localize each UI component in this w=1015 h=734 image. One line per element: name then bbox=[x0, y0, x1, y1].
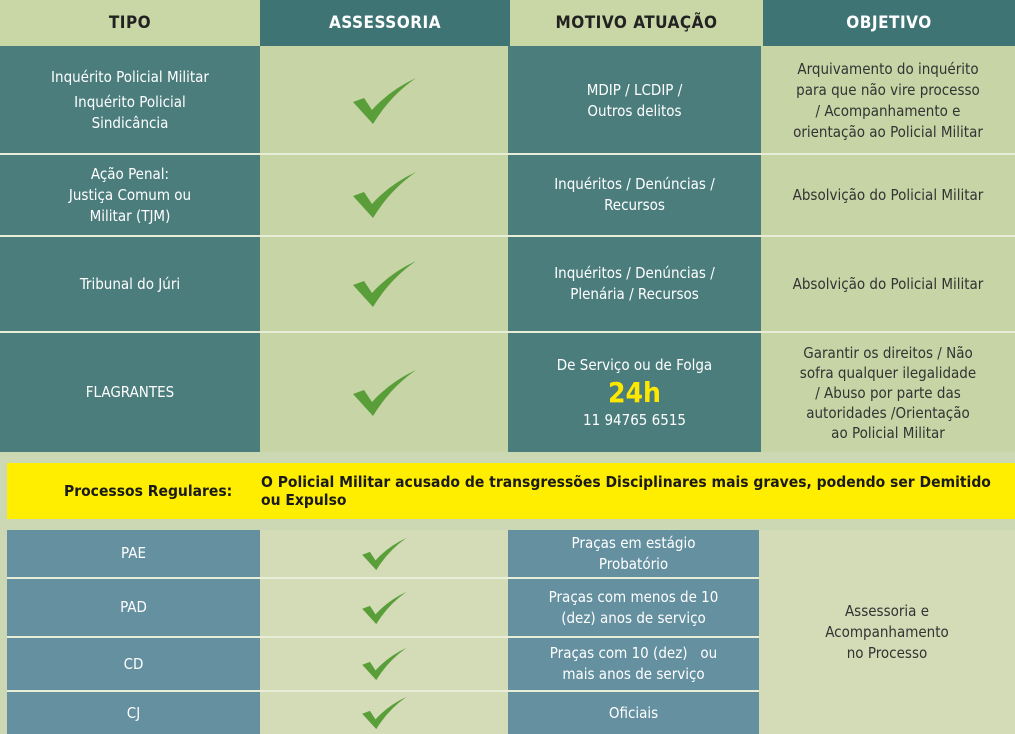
tipo-line: Sindicância bbox=[91, 114, 169, 132]
motivo-line: MDIP / LCDIP / bbox=[586, 80, 683, 99]
regular-motivo bbox=[508, 579, 759, 636]
table-row-motivo bbox=[508, 333, 761, 452]
motivo-line: mais anos de serviço bbox=[562, 665, 705, 683]
table-row-motivo bbox=[508, 155, 761, 235]
objetivo-line: autoridades /Orientação bbox=[806, 403, 970, 422]
motivo-line: Plenária / Recursos bbox=[570, 285, 699, 303]
check-icon bbox=[260, 155, 508, 235]
table-row-objetivo bbox=[761, 333, 1015, 452]
tipo-line: Inquérito Policial bbox=[74, 93, 186, 111]
hours-label: 24h bbox=[608, 375, 661, 409]
objetivo-line: Acompanhamento bbox=[825, 622, 949, 641]
motivo-line: De Serviço ou de Folga bbox=[556, 355, 713, 374]
motivo-line: (dez) anos de serviço bbox=[561, 608, 706, 627]
regular-tipo: CJ bbox=[126, 703, 141, 722]
objetivo-line: Garantir os direitos / Não bbox=[803, 343, 973, 362]
objetivo-line: Arquivamento do inquérito bbox=[797, 59, 979, 78]
regular-tipo: PAD bbox=[120, 598, 147, 616]
table-row-tipo bbox=[0, 48, 260, 153]
check-icon bbox=[260, 579, 508, 636]
motivo-line: Outros delitos bbox=[587, 101, 682, 120]
regular-tipo: PAE bbox=[121, 544, 146, 562]
table-row-objetivo bbox=[761, 48, 1015, 153]
objetivo-line: / Acompanhamento e bbox=[815, 101, 961, 120]
band-label: Processos Regulares: bbox=[64, 482, 233, 500]
header-motivo: MOTIVO ATUAÇÃO bbox=[510, 0, 763, 46]
table-row-tipo bbox=[0, 155, 260, 235]
check-icon bbox=[260, 692, 508, 734]
header-tipo: TIPO bbox=[0, 0, 260, 46]
regular-motivo bbox=[508, 638, 759, 690]
table-row-motivo bbox=[508, 237, 761, 331]
header-objetivo: OBJETIVO bbox=[763, 0, 1015, 46]
motivo-line: Inquéritos / Denúncias / bbox=[554, 175, 715, 193]
motivo-line: Inquéritos / Denúncias / bbox=[554, 264, 715, 282]
objetivo-line: orientação ao Policial Militar bbox=[793, 122, 983, 141]
check-icon bbox=[260, 638, 508, 690]
tipo-line: Ação Penal: bbox=[90, 164, 170, 183]
objetivo-line: ao Policial Militar bbox=[831, 423, 945, 442]
motivo-line: Praças com menos de 10 bbox=[548, 587, 719, 606]
regular-motivo bbox=[508, 692, 759, 734]
table-row-motivo bbox=[508, 48, 761, 153]
tipo-line: Tribunal do Júri bbox=[79, 274, 181, 293]
header-assessoria: ASSESSORIA bbox=[260, 0, 510, 46]
objetivo-line: Absolvição do Policial Militar bbox=[792, 185, 984, 204]
objetivo-line: / Abuso por parte das bbox=[815, 383, 961, 402]
check-icon bbox=[260, 237, 508, 331]
objetivo-line: Absolvição do Policial Militar bbox=[792, 274, 984, 293]
regular-motivo bbox=[508, 530, 759, 577]
objetivo-line: no Processo bbox=[846, 643, 928, 662]
objetivo-line: para que não vire processo bbox=[796, 80, 980, 99]
motivo-line: Recursos bbox=[604, 196, 665, 214]
objetivo-line: sofra qualquer ilegalidade bbox=[799, 363, 977, 382]
tipo-line: Militar (TJM) bbox=[89, 206, 171, 225]
phone-number: 11 94765 6515 bbox=[583, 410, 686, 429]
check-icon bbox=[260, 530, 508, 577]
band-text: O Policial Militar acusado de transgressões Disciplinares mais graves, podendo ser Demitido ou Expulso bbox=[261, 473, 991, 509]
processos-regulares-band bbox=[7, 463, 1015, 519]
motivo-line: Praças com 10 (dez) ou bbox=[549, 644, 718, 662]
table-row-tipo bbox=[0, 237, 260, 331]
tipo-line: FLAGRANTES bbox=[85, 383, 175, 401]
motivo-line: Praças em estágio bbox=[571, 533, 696, 552]
check-icon bbox=[260, 48, 508, 153]
table-row-objetivo bbox=[761, 155, 1015, 235]
tipo-line: Justiça Comum ou bbox=[68, 185, 192, 204]
regular-tipo: CD bbox=[123, 654, 144, 673]
motivo-line: Oficiais bbox=[608, 703, 659, 722]
table-row-objetivo bbox=[761, 237, 1015, 331]
table-row-tipo bbox=[0, 333, 260, 452]
tipo-line: Inquérito Policial Militar bbox=[51, 68, 209, 86]
objetivo-line: Assessoria e bbox=[844, 601, 930, 620]
regular-objetivo bbox=[759, 530, 1015, 734]
motivo-line: Probatório bbox=[598, 554, 669, 573]
check-icon bbox=[260, 333, 508, 452]
